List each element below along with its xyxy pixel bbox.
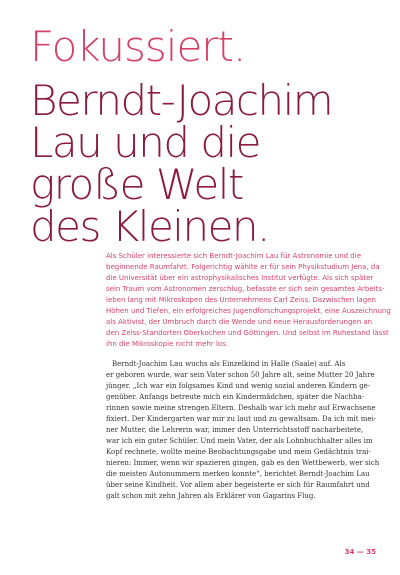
body-line: er geboren wurde, war sein Vater schon 50 Jahre alt, seine Mutter 20 Jahre (106, 371, 375, 379)
page-number: 34 — 35 (344, 548, 376, 556)
kicker: Fokussiert. (30, 22, 246, 71)
body-line: galt schon mit zehn Jahren als Erklärer von Gagarins Flug. (106, 492, 316, 500)
headline-line: Lau und die (30, 118, 261, 167)
headline-line: große Welt (30, 160, 243, 209)
body-line: Kopf rechnete, wollte meine Beobachtungsgabe und mein Gedächtnis trai- (106, 448, 371, 456)
body-line: jünger. „Ich war ein folgsames Kind und wenig sozial anderen Kindern ge- (106, 382, 371, 390)
lead-line: sein Traum vom Astronomen zerschlug, befasste er sich sein gesamtes Arbeits- (106, 285, 385, 293)
body-line: Berndt-Joachim Lau wuchs als Einzelkind in Halle (Saale) auf. Als (112, 360, 346, 368)
headline (30, 76, 390, 251)
lead-line: als Aktivist, der Umbruch durch die Wende und neue Herausforderungen an (106, 318, 373, 326)
lead-line: Höhen und Tiefen, ein erfolgreiches Jugendforschungsprojekt, eine Auszeichnung (106, 307, 391, 315)
body-line: ner Mutter, die Lehrerin war, immer den Unterrichtsstoff nacharbeitete, (106, 426, 364, 434)
lead-line: den Zeiss-Standorten Oberkochen und Göttingen. Und selbst im Ruhestand lässt (106, 329, 389, 337)
body-line: genüber. Anfangs betreute mich ein Kindermädchen, später die Nachba- (106, 393, 365, 401)
body-paragraph (106, 359, 380, 502)
headline-line: Berndt-Joachim (30, 76, 333, 125)
lead-line: beginnende Raumfahrt. Folgerichtig wählte er für sein Physikstudium Jena, da (106, 263, 380, 271)
lead-line: die Universität über ein astrophysikalisches Institut verfügte. Als sich später (106, 274, 374, 282)
lead-line: leben lang mit Mikroskopen des Unternehmens Carl Zeiss. Dazwischen lagen (106, 296, 376, 304)
lead-line: Als Schüler interessierte sich Berndt-Joachim Lau für Astronomie und die (106, 252, 361, 260)
body-line: rinnen sowie meine strengen Eltern. Deshalb war ich mehr auf Erwachsene (106, 404, 376, 412)
body-line: nieren: Immer, wenn wir spazieren gingen, gab es den Wettbewerb, wer sich (106, 459, 380, 467)
body-line: die meisten Autonummern merken konnte“, berichtet Berndt-Joachim Lau (106, 470, 370, 478)
headline-line: des Kleinen. (30, 202, 269, 251)
lead-line: ihn die Mikroskopie nicht mehr los. (106, 340, 229, 348)
lead-paragraph (106, 251, 391, 350)
body-line: war ich ein guter Schüler. Und mein Vater, der als Lohnbuchhalter alles im (106, 437, 373, 445)
body-line: über seine Kindheit. Vor allem aber begeisterte er sich für Raumfahrt und (106, 481, 370, 489)
body-line: fixiert. Der Kindergarten war mir zu laut und zu gewaltsam. Da ich mit mei- (106, 415, 377, 423)
